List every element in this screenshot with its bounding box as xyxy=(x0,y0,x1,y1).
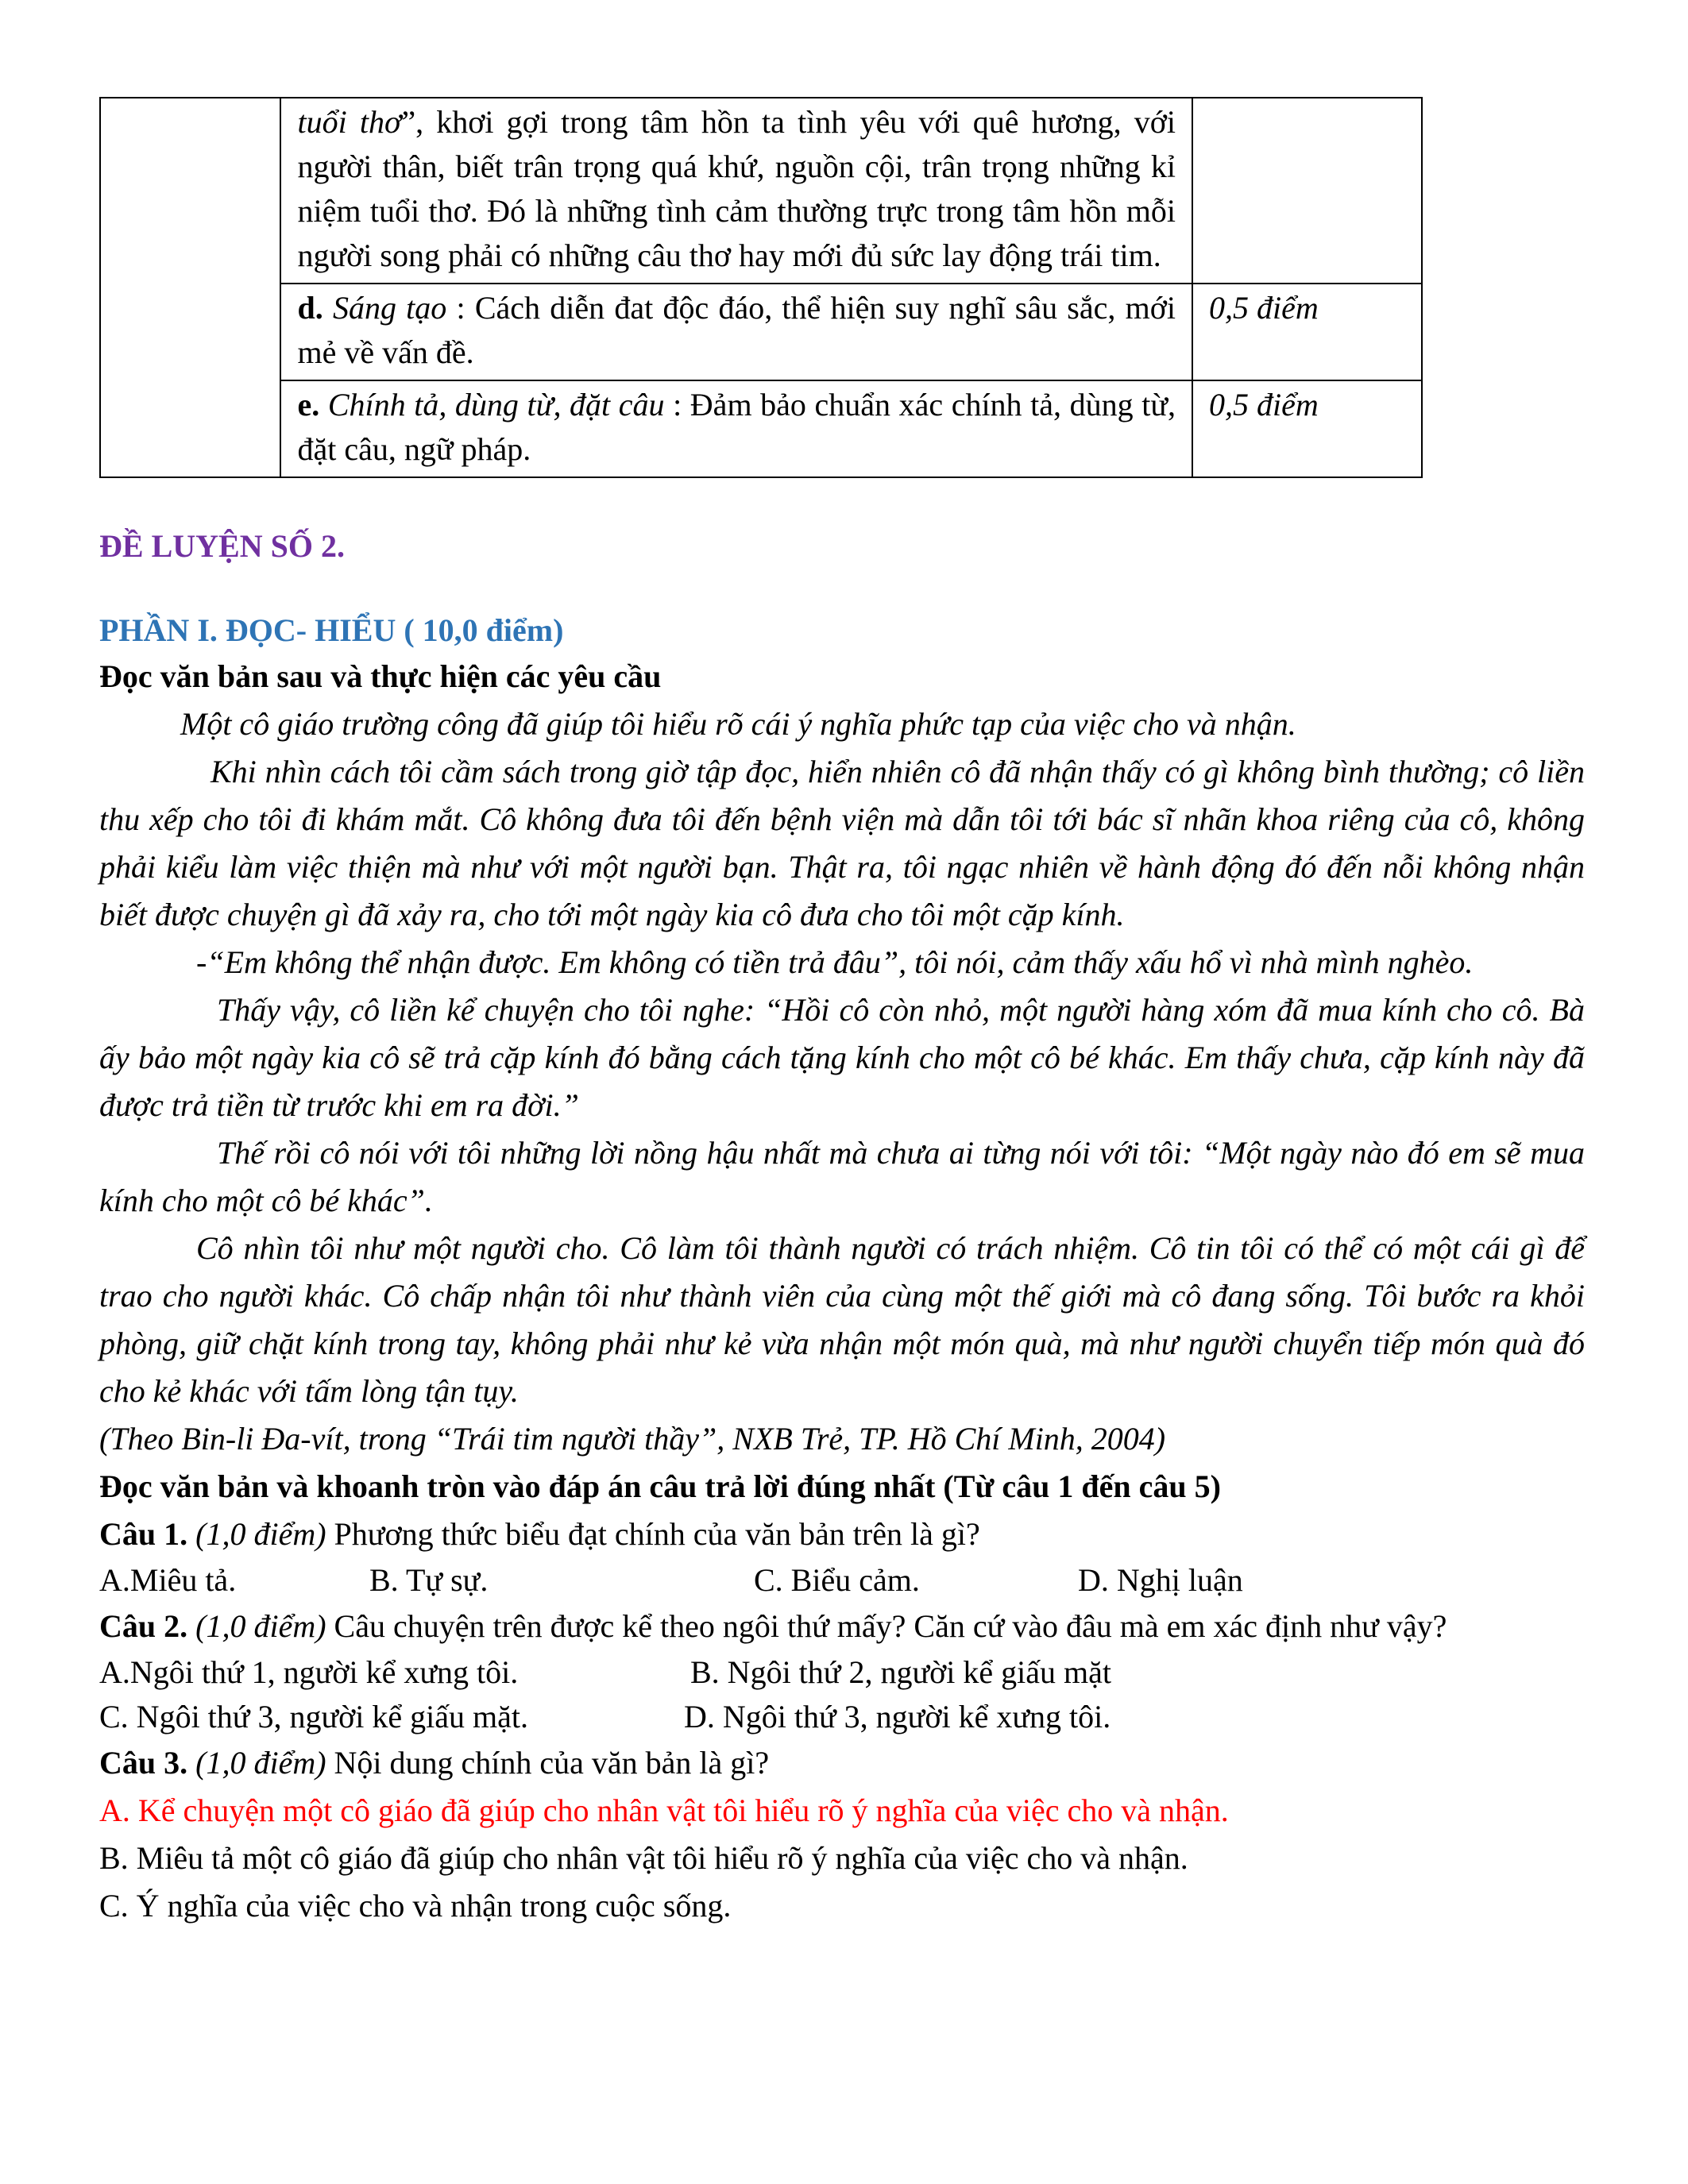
question-stem xyxy=(99,1603,1585,1650)
rubric-row2-letter: d. xyxy=(297,290,323,326)
rubric-score-cell: 0,5 điểm xyxy=(1192,284,1422,380)
passage-paragraph: Khi nhìn cách tôi cầm sách trong giờ tập đọc, hiển nhiên cô đã nhận thấy có gì không bình thường; cô liền thu xếp cho tôi đi khám mắt. Cô không đưa tôi đến bệnh viện mà dẫn tôi tới bác sĩ nhãn khoa riêng của cô, không phải kiểu làm việc thiện mà như với một người bạn. Thật ra, tôi ngạc nhiên về hành động đó đến nỗi không nhận biết được chuyện gì đã xảy ra, cho tới một ngày kia cô đưa cho tôi một cặp kính. xyxy=(99,754,1585,932)
answer-option-b[interactable]: B. Tự sự. xyxy=(369,1562,489,1598)
question-stem xyxy=(99,1739,1585,1787)
answer-option-c[interactable]: C. Ý nghĩa của việc cho và nhận trong cuộc sống. xyxy=(99,1888,732,1924)
answer-option-a[interactable]: A.Miêu tả. xyxy=(99,1562,237,1598)
rubric-score-cell: 0,5 điểm xyxy=(1192,380,1422,477)
answer-option-d[interactable]: D. Ngôi thứ 3, người kể xưng tôi. xyxy=(684,1699,1111,1734)
rubric-table xyxy=(99,97,1423,478)
mc-instruction: Đọc văn bản và khoanh tròn vào đáp án câu trả lời đúng nhất (Từ câu 1 đến câu 5) xyxy=(99,1468,1221,1504)
question-label: Câu 3. xyxy=(99,1745,188,1781)
rubric-row2-text: : Cách diễn đat độc đáo, thể hiện suy nghĩ sâu sắc, mới mẻ về vấn đề. xyxy=(297,290,1176,370)
question-text: Nội dung chính của văn bản là gì? xyxy=(326,1745,770,1781)
rubric-row3-text: : Đảm bảo chuẩn xác chính tả, dùng từ, đặt câu, ngữ pháp. xyxy=(297,387,1176,467)
answer-option-a-correct[interactable]: A. Kể chuyện một cô giáo đã giúp cho nhân vật tôi hiểu rõ ý nghĩa của việc cho và nhận. xyxy=(99,1792,1229,1828)
exam-title: ĐỀ LUYỆN SỐ 2. xyxy=(99,528,345,564)
rubric-content-cell xyxy=(280,98,1192,284)
rubric-row xyxy=(100,284,1422,380)
section-title: PHẦN I. ĐỌC- HIỂU ( 10,0 điểm) xyxy=(99,612,564,648)
document-page xyxy=(99,97,1585,1930)
question-text: Phương thức biểu đạt chính của văn bản trên là gì? xyxy=(326,1516,980,1552)
rubric-content-cell xyxy=(280,284,1192,380)
answer-option-a[interactable]: A.Ngôi thứ 1, người kể xưng tôi. xyxy=(99,1654,519,1690)
rubric-row xyxy=(100,98,1422,284)
rubric-row xyxy=(100,380,1422,477)
passage-paragraph: Thấy vậy, cô liền kể chuyện cho tôi nghe: “Hồi cô còn nhỏ, một người hàng xóm đã mua kính cho cô. Bà ấy bảo một ngày kia cô sẽ trả cặp kính đó bằng cách tặng kính cho một cô bé khác. Em thấy chưa, cặp kính này đã được trả tiền từ trước khi em ra đời.” xyxy=(99,992,1585,1123)
passage-paragraph: -“Em không thể nhận được. Em không có tiền trả đâu”, tôi nói, cảm thấy xấu hổ vì nhà mình nghèo. xyxy=(196,944,1474,980)
question-label: Câu 2. xyxy=(99,1608,188,1644)
passage-paragraph: Một cô giáo trường công đã giúp tôi hiểu rõ cái ý nghĩa phức tạp của việc cho và nhận. xyxy=(180,706,1296,742)
answer-option-b[interactable]: B. Miêu tả một cô giáo đã giúp cho nhân vật tôi hiểu rõ ý nghĩa của việc cho và nhận. xyxy=(99,1840,1188,1876)
answer-options xyxy=(99,1695,1585,1739)
reading-passage xyxy=(99,700,1585,1463)
answer-options xyxy=(99,1558,1585,1603)
rubric-row1-text: ”, khơi gợi trong tâm hồn ta tình yêu với quê hương, với người thân, biết trân trọng quá khứ, nguồn cội, trân trọng những kỉ niệm tuổi thơ. Đó là những tình cảm thường trực trong tâm hồn mỗi người song phải có những câu thơ hay mới đủ sức lay động trái tim. xyxy=(297,104,1176,273)
question-stem xyxy=(99,1511,1585,1558)
answer-option-c[interactable]: C. Ngôi thứ 3, người kể giấu mặt. xyxy=(99,1699,529,1734)
question-3 xyxy=(99,1739,1585,1930)
passage-paragraph: Cô nhìn tôi như một người cho. Cô làm tôi thành người có trách nhiệm. Cô tin tôi có thể có một cái gì để trao cho người khác. Cô chấp nhận tôi như thành viên của cùng một thế giới mà cô đang sống. Tôi bước ra khỏi phòng, giữ chặt kính trong tay, không phải như kẻ vừa nhận một món quà, mà như người chuyển tiếp món quà đó cho kẻ khác với tấm lòng tận tụy. xyxy=(99,1230,1585,1409)
question-1 xyxy=(99,1511,1585,1603)
question-points: (1,0 điểm) xyxy=(187,1608,326,1644)
passage-source: (Theo Bin-li Đa-vít, trong “Trái tim người thầy”, NXB Trẻ, TP. Hồ Chí Minh, 2004) xyxy=(99,1421,1166,1457)
answer-option-b[interactable]: B. Ngôi thứ 2, người kể giấu mặt xyxy=(690,1654,1112,1690)
answer-option-c[interactable]: C. Biểu cảm. xyxy=(754,1562,920,1598)
question-points: (1,0 điểm) xyxy=(187,1745,326,1781)
question-points: (1,0 điểm) xyxy=(187,1516,326,1552)
answer-option-d[interactable]: D. Nghị luận xyxy=(1078,1562,1243,1598)
rubric-content-cell xyxy=(280,380,1192,477)
rubric-empty-cell xyxy=(100,98,280,477)
rubric-row3-label: Chính tả, dùng từ, đặt câu xyxy=(319,387,665,423)
question-2 xyxy=(99,1603,1585,1739)
rubric-row3-letter: e. xyxy=(297,387,320,423)
question-text: Câu chuyện trên được kể theo ngôi thứ mấy? Căn cứ vào đâu mà em xác định như vậy? xyxy=(326,1608,1447,1644)
rubric-score-cell xyxy=(1192,98,1422,284)
passage-paragraph: Thế rồi cô nói với tôi những lời nồng hậu nhất mà chưa ai từng nói với tôi: “Một ngày nào đó em sẽ mua kính cho một cô bé khác”. xyxy=(99,1135,1585,1218)
answer-options xyxy=(99,1650,1585,1695)
reading-instruction: Đọc văn bản sau và thực hiện các yêu cầu xyxy=(99,658,662,694)
question-label: Câu 1. xyxy=(99,1516,188,1552)
rubric-italic-text: tuổi thơ xyxy=(297,104,402,140)
rubric-row2-label: Sáng tạo xyxy=(323,290,447,326)
